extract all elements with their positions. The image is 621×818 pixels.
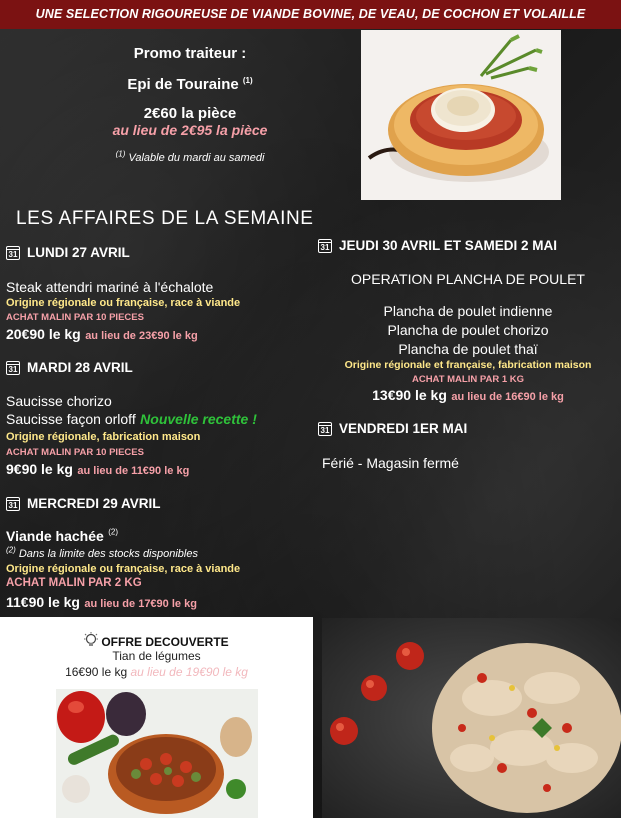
wednesday-old-price: au lieu de 17€90 le kg — [84, 598, 197, 610]
thursday-deal: ACHAT MALIN PAR 1 KG — [411, 374, 525, 385]
monday-origin: Origine régionale ou française, race à viande — [6, 297, 241, 309]
promo-footnote — [40, 149, 340, 164]
promo-title: Promo traiteur : — [133, 45, 247, 62]
offer-old-price: au lieu de 19€90 le kg — [130, 665, 248, 679]
promo-price: 2€60 la pièce — [143, 105, 237, 122]
tuesday-old-price: au lieu de 11€90 le kg — [77, 465, 190, 477]
wednesday-origin: Origine régionale ou française, race à viande — [6, 563, 241, 575]
wednesday-heading-text: MERCREDI 29 AVRIL — [27, 496, 161, 511]
wednesday-stock-marker: (2) — [6, 545, 16, 555]
wednesday-price: 11€90 le kg — [6, 594, 80, 610]
thursday-item1: Plancha de poulet indienne — [383, 303, 553, 319]
tuesday-heading-text: MARDI 28 AVRIL — [27, 360, 133, 375]
offer-box — [0, 617, 313, 818]
tuesday-product2-line — [6, 411, 257, 429]
thursday-heading-text: JEUDI 30 AVRIL ET SAMEDI 2 MAI — [339, 238, 558, 253]
tuesday-deal: ACHAT MALIN PAR 10 PIECES — [6, 447, 144, 458]
thursday-price-line — [318, 387, 618, 405]
tuesday-product2: Saucisse façon orloff — [6, 411, 136, 427]
calendar-icon: 31 — [318, 239, 332, 253]
friday-heading — [318, 420, 467, 438]
promo-old-price: au lieu de 2€95 la pièce — [112, 122, 268, 138]
thursday-item2: Plancha de poulet chorizo — [387, 322, 549, 338]
offer-title: OFFRE DECOUVERTE — [101, 635, 229, 649]
thursday-operation: OPERATION PLANCHA DE POULET — [351, 271, 585, 287]
monday-product: Steak attendri mariné à l'échalote — [6, 279, 214, 295]
lightbulb-icon — [84, 632, 98, 648]
monday-deal: ACHAT MALIN PAR 10 PIECES — [6, 312, 144, 323]
wednesday-stock-note-line — [6, 545, 198, 560]
thursday-item3: Plancha de poulet thaï — [398, 341, 538, 357]
chicken-plancha-photo — [322, 618, 621, 818]
wednesday-deal: ACHAT MALIN PAR 2 KG — [6, 577, 142, 589]
calendar-icon: 31 — [318, 422, 332, 436]
tuesday-origin: Origine régionale, fabrication maison — [6, 431, 201, 443]
friday-status: Férié - Magasin fermé — [322, 455, 459, 471]
monday-old-price: au lieu de 23€90 le kg — [85, 330, 198, 342]
section-title: LES AFFAIRES DE LA SEMAINE — [16, 208, 314, 229]
tuesday-price: 9€90 le kg — [6, 461, 73, 477]
monday-heading-text: LUNDI 27 AVRIL — [27, 245, 130, 260]
promo-product-note: (1) — [242, 76, 253, 85]
thursday-heading — [318, 237, 557, 255]
monday-price: 20€90 le kg — [6, 326, 81, 342]
monday-price-line — [6, 326, 198, 344]
tart-photo — [361, 30, 561, 200]
thursday-price: 13€90 le kg — [372, 387, 447, 403]
thursday-origin: Origine régionale et française, fabrication maison — [344, 359, 592, 371]
calendar-icon: 31 — [6, 497, 20, 511]
top-banner: UNE SELECTION RIGOUREUSE DE VIANDE BOVINE, DE VEAU, DE COCHON ET VOLAILLE — [0, 0, 621, 29]
offer-price: 16€90 le kg — [65, 665, 128, 679]
promo-product-name: Epi de Touraine — [127, 76, 239, 93]
offer-prices — [0, 665, 313, 679]
promo-footnote-marker: (1) — [115, 149, 126, 159]
offer-product: Tian de légumes — [112, 649, 201, 663]
promo-block — [40, 45, 340, 164]
calendar-icon: 31 — [6, 246, 20, 260]
wednesday-heading — [6, 495, 161, 513]
offer-title-line — [0, 632, 313, 649]
wednesday-price-line — [6, 594, 197, 612]
promo-footnote-text: Valable du mardi au samedi — [128, 152, 265, 164]
promo-product — [40, 76, 340, 93]
tuesday-price-line — [6, 461, 189, 479]
friday-heading-text: VENDREDI 1ER MAI — [339, 421, 468, 436]
monday-heading — [6, 244, 130, 262]
tuesday-product1: Saucisse chorizo — [6, 393, 112, 409]
tuesday-new-recipe: Nouvelle recette ! — [140, 411, 257, 427]
wednesday-product-note: (2) — [108, 527, 119, 537]
wednesday-product: Viande hachée — [6, 528, 104, 544]
tian-photo — [56, 689, 258, 818]
tuesday-heading — [6, 359, 133, 377]
wednesday-stock-note: Dans la limite des stocks disponibles — [18, 548, 198, 560]
thursday-old-price: au lieu de 16€90 le kg — [451, 391, 564, 403]
calendar-icon: 31 — [6, 361, 20, 375]
wednesday-product-line — [6, 528, 118, 546]
